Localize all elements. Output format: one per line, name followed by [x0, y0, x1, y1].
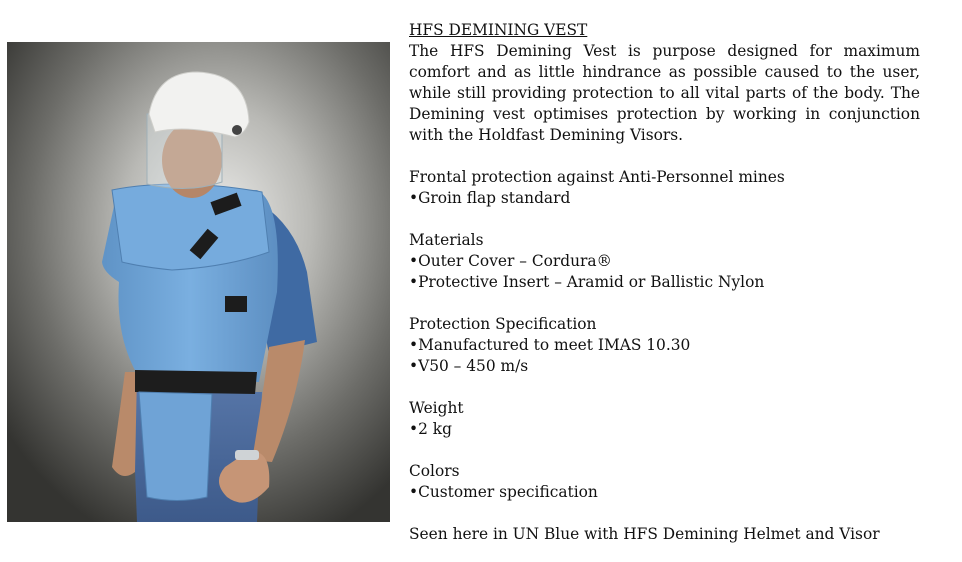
section-heading: Colors: [409, 462, 460, 480]
belt: [135, 370, 257, 394]
section-heading: Materials: [409, 231, 484, 249]
wristwatch: [235, 450, 259, 460]
bullet-item: •Manufactured to meet IMAS 10.30: [409, 336, 691, 354]
section-heading: Weight: [409, 399, 464, 417]
article-intro: The HFS Demining Vest is purpose designed for maximum comfort and as little hindrance as possible caused to the user, while still providing protection to all vital parts of the body. The Demining vest optimises protection by working in conjunction with the Holdfast Demining Visors.: [409, 42, 920, 144]
bullet-item: •2 kg: [409, 420, 452, 438]
groin-flap: [139, 392, 212, 501]
section-protection-specification: [409, 314, 920, 377]
side-strap: [225, 296, 247, 312]
article-title: HFS DEMINING VEST: [409, 21, 588, 39]
section-colors: [409, 461, 920, 503]
bullet-item: •Protective Insert – Aramid or Ballistic Nylon: [409, 273, 765, 291]
section-frontal-protection: [409, 167, 920, 209]
bullet-item: •V50 – 450 m/s: [409, 357, 529, 375]
bullet-item: •Groin flap standard: [409, 189, 571, 207]
article: [409, 20, 920, 545]
helmet-bolt: [232, 125, 242, 135]
section-materials: [409, 230, 920, 293]
section-heading: Frontal protection against Anti-Personnel mines: [409, 168, 785, 186]
product-photo: [7, 42, 390, 522]
section-weight: [409, 398, 920, 440]
bullet-item: •Outer Cover – Cordura®: [409, 252, 612, 270]
person-in-demining-vest-illustration: [7, 42, 390, 522]
section-heading: Protection Specification: [409, 315, 597, 333]
bullet-item: •Customer specification: [409, 483, 598, 501]
photo-caption: Seen here in UN Blue with HFS Demining Helmet and Visor: [409, 525, 880, 543]
